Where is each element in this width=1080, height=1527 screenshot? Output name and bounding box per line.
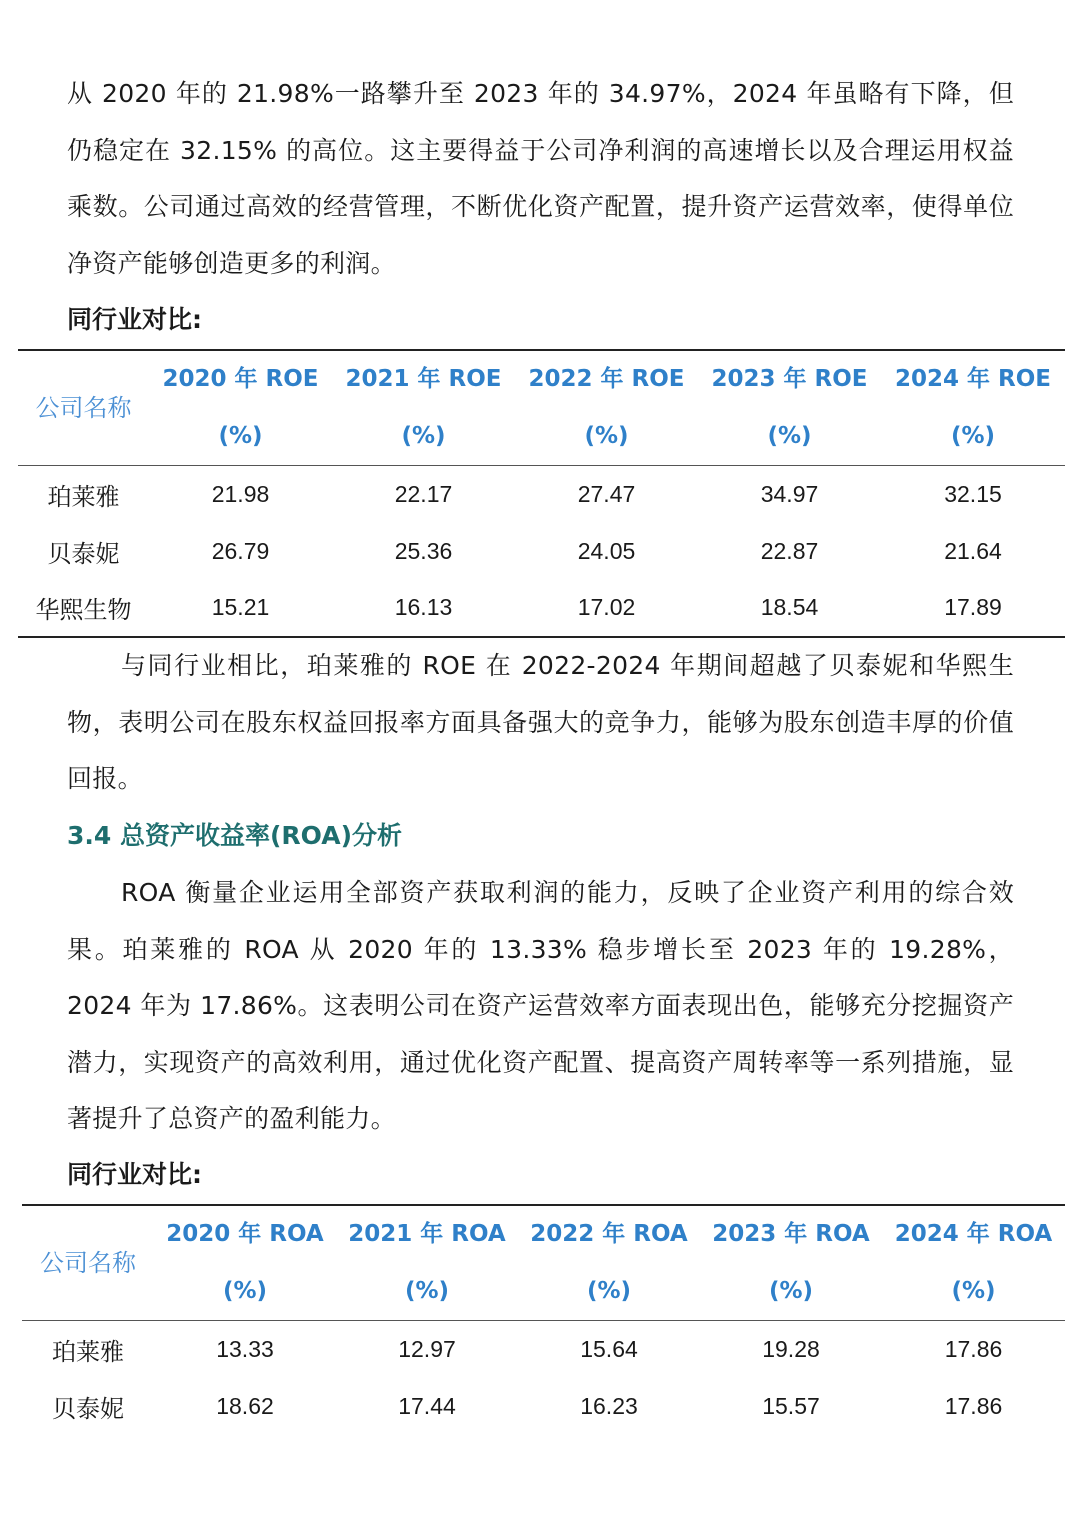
table-cell: 17.86 (944, 1392, 1003, 1419)
column-header-2020: 2020 年 ROA (%) (166, 1221, 324, 1304)
table-cell: 17.44 (398, 1392, 456, 1419)
table-cell: 17.89 (944, 594, 1002, 621)
column-header-2021: 2021 年 ROA (%) (348, 1221, 506, 1304)
column-header-2024: 2024 年 ROE (%) (894, 366, 1051, 449)
table-cell: 34.97 (760, 480, 819, 507)
table-cell: 15.64 (580, 1335, 638, 1362)
table-cell: 25.36 (394, 537, 453, 564)
column-header-2020: 2020 年 ROE (%) (162, 366, 319, 449)
section-heading-roa: 3.4 总资产收益率(ROA)分析 (67, 821, 403, 850)
table-cell: 22.17 (394, 480, 453, 507)
table-cell: 21.64 (944, 537, 1002, 564)
roe-analysis-paragraph: 从 2020 年的 21.98%一路攀升至 2023 年的 34.97%，2024 年虽略有下降，但仍稳定在 32.15% 的高位。这主要得益于公司净利润的高速增长以及合理运用权益乘数。公司通过高效的经营管理，不断优化资产配置，提升资产运营效率，使得单位净资产能够创造更多的利润。 (67, 79, 1014, 278)
column-header-2021: 2021 年 ROE (%) (345, 366, 502, 449)
table-cell: 22.87 (760, 537, 819, 564)
table-cell: 15.21 (211, 594, 270, 621)
column-header-company: 公司名称 (35, 393, 132, 422)
table-cell: 17.86 (944, 1335, 1003, 1362)
company-name: 贝泰妮 (47, 539, 120, 568)
column-header-2023: 2023 年 ROA (%) (712, 1221, 870, 1304)
table-row (18, 579, 1065, 637)
roe-comparison-table (18, 349, 1065, 638)
company-name: 珀莱雅 (52, 1337, 124, 1366)
table-row (18, 466, 1065, 523)
table-row (18, 523, 1065, 580)
company-name: 珀莱雅 (47, 482, 120, 511)
peer-comparison-label-roa: 同行业对比: (67, 1160, 202, 1189)
table-cell: 13.33 (216, 1335, 274, 1362)
column-header-company: 公司名称 (40, 1248, 136, 1277)
table-cell: 21.98 (211, 480, 270, 507)
table-cell: 15.57 (762, 1392, 820, 1419)
table-header-row (18, 350, 1065, 466)
table-cell: 26.79 (211, 537, 270, 564)
column-header-2022: 2022 年 ROE (%) (528, 366, 685, 449)
table-cell: 16.23 (580, 1392, 638, 1419)
column-header-2024: 2024 年 ROA (%) (894, 1221, 1053, 1304)
roa-comparison-table (22, 1204, 1065, 1434)
table-cell: 19.28 (762, 1335, 820, 1362)
column-header-2023: 2023 年 ROE (%) (711, 366, 868, 449)
table-cell: 12.97 (398, 1335, 456, 1362)
roa-analysis-paragraph: ROA 衡量企业运用全部资产获取利润的能力，反映了企业资产利用的综合效果。珀莱雅的 ROA 从 2020 年的 13.33% 稳步增长至 2023 年的 19.28%，2024 年为 17.86%。这表明公司在资产运营效率方面表现出色，能够充分挖掘资产潜力，实现资产的高效利用，通过优化资产配置、提高资产周转率等一系列措施，显著提升了总资产的盈利能力。 (67, 878, 1014, 1133)
table-cell: 17.02 (577, 594, 636, 621)
table-row (22, 1321, 1065, 1378)
table-cell: 27.47 (577, 480, 636, 507)
table-row (22, 1378, 1065, 1435)
table-cell: 18.54 (760, 594, 819, 621)
table-cell: 16.13 (394, 594, 453, 621)
table-cell: 24.05 (577, 537, 636, 564)
table-cell: 32.15 (944, 480, 1002, 507)
peer-comparison-paragraph: 与同行业相比，珀莱雅的 ROE 在 2022-2024 年期间超越了贝泰妮和华熙生物，表明公司在股东权益回报率方面具备强大的竞争力，能够为股东创造丰厚的价值回报。 (67, 651, 1014, 793)
table-cell: 18.62 (216, 1392, 274, 1419)
company-name: 华熙生物 (35, 596, 132, 625)
peer-comparison-label-roe: 同行业对比: (67, 305, 202, 334)
table-header-row (22, 1205, 1065, 1321)
column-header-2022: 2022 年 ROA (%) (530, 1221, 688, 1304)
company-name: 贝泰妮 (52, 1394, 124, 1423)
